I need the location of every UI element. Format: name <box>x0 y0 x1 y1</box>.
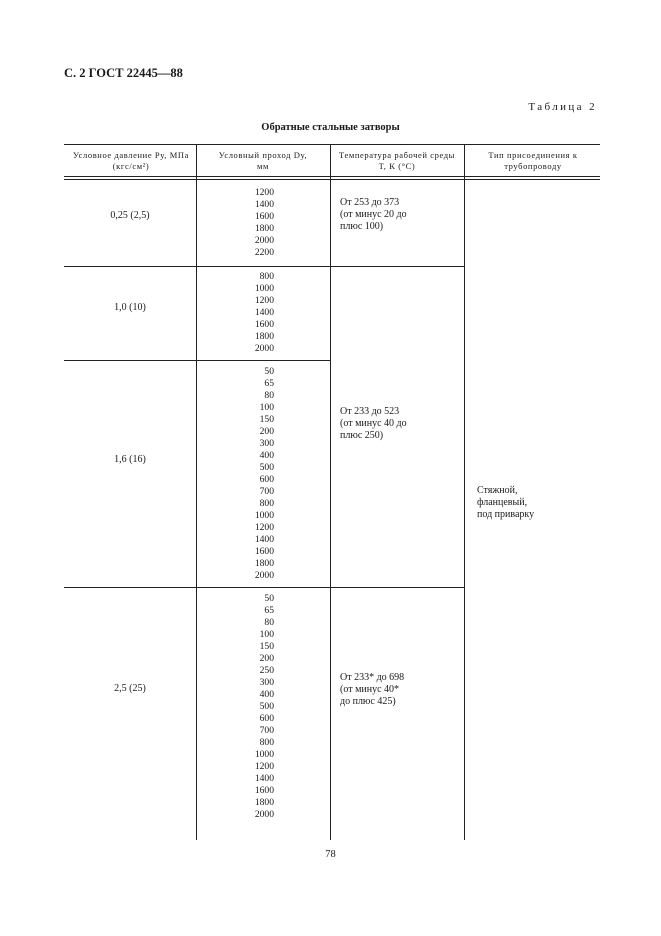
temperature-cell: От 253 до 373 (от минус 20 до плюс 100) <box>340 197 407 232</box>
row-divider-1 <box>64 266 464 267</box>
pressure-cell: 0,25 (2,5) <box>110 210 150 221</box>
pressure-cell: 2,5 (25) <box>114 683 146 694</box>
connection-type-cell: Стяжной, фланцевый, под приварку <box>477 485 535 520</box>
table-top-rule <box>64 144 600 145</box>
diameter-list: 800 1000 1200 1400 1600 1800 2000 <box>254 271 274 354</box>
header-diameter: Условный проход Dу, мм <box>218 150 308 171</box>
row-divider-2 <box>64 360 330 361</box>
row-divider-3 <box>64 587 464 588</box>
temperature-cell: От 233 до 523 (от минус 40 до плюс 250) <box>340 406 407 441</box>
page-number: 78 <box>325 849 336 860</box>
temperature-cell: От 233* до 698 (от минус 40* до плюс 425) <box>340 672 405 707</box>
header-connection: Тип присоединения к трубопроводу <box>488 150 578 171</box>
col-divider-2 <box>330 144 331 840</box>
col-divider-1 <box>196 144 197 840</box>
pressure-cell: 1,6 (16) <box>114 454 146 465</box>
table-label: Таблица 2 <box>528 101 597 113</box>
header-rule-double <box>64 179 600 180</box>
page-header: С. 2 ГОСТ 22445—88 <box>64 66 183 80</box>
diameter-list: 50 65 80 100 150 200 250 300 400 500 600 700 800 1000 1200 1400 1600 1800 2000 <box>254 593 274 820</box>
header-temperature: Температура рабочей среды T, К (°С) <box>339 150 455 171</box>
header-rule <box>64 176 600 177</box>
col-divider-3 <box>464 144 465 840</box>
header-pressure: Условное давление Pу, МПа (кгс/см²) <box>73 150 189 171</box>
diameter-list: 50 65 80 100 150 200 300 400 500 600 700 800 1000 1200 1400 1600 1800 2000 <box>254 366 274 581</box>
table-title: Обратные стальные затворы <box>261 122 400 133</box>
diameter-list: 1200 1400 1600 1800 2000 2200 <box>254 187 274 258</box>
pressure-cell: 1,0 (10) <box>114 302 146 313</box>
